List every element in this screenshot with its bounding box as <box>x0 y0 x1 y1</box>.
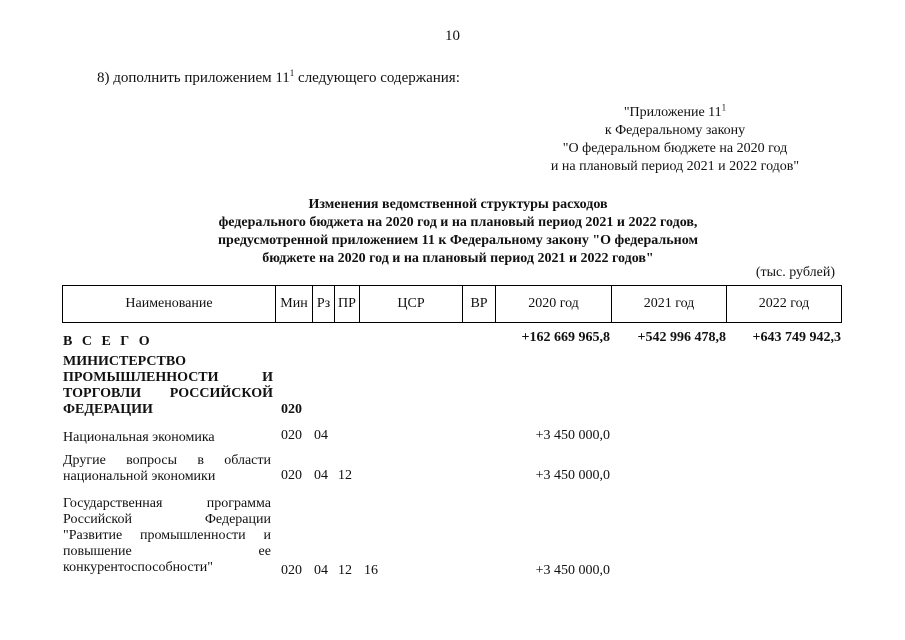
title-line-2: федерального бюджета на 2020 год и на плановый период 2021 и 2022 годов, <box>218 215 698 230</box>
row-3-csr: 16 <box>364 563 378 578</box>
header-2021: 2021 год <box>611 285 727 323</box>
intro-text-after: следующего содержания: <box>294 70 460 86</box>
row-1-rz: 04 <box>314 428 328 443</box>
row-2-pr: 12 <box>338 468 352 483</box>
row-2-name-line-1: Другие вопросы в области <box>63 453 271 468</box>
title-line-1: Изменения ведомственной структуры расходов <box>308 197 608 212</box>
title-line-4: бюджете на 2020 год и на плановый период 2021 и 2022 годов" <box>262 251 654 266</box>
row-2-name-line-2: национальной экономики <box>63 469 216 484</box>
header-name: Наименование <box>62 285 276 323</box>
row-2-rz: 04 <box>314 468 328 483</box>
appendix-reference <box>440 104 905 176</box>
header-pr: ПР <box>334 285 360 323</box>
appendix-line-1: "Приложение 11 <box>623 105 722 120</box>
total-2022: +643 749 942,3 <box>752 330 841 345</box>
header-2020: 2020 год <box>495 285 612 323</box>
header-csr: ЦСР <box>359 285 463 323</box>
appendix-superscript: 1 <box>721 102 727 113</box>
ministry-line-2b: И <box>262 370 273 385</box>
row-3-2020: +3 450 000,0 <box>535 563 610 578</box>
row-3-pr: 12 <box>338 563 352 578</box>
row-2-min: 020 <box>281 468 302 483</box>
title-line-3: предусмотренной приложением 11 к Федеральному закону "О федеральном <box>217 233 699 248</box>
header-vr: ВР <box>462 285 496 323</box>
intro-text: 8) дополнить приложением 11 <box>97 70 290 86</box>
intro-paragraph <box>97 70 460 87</box>
ministry-line-3b: РОССИЙСКОЙ <box>169 386 273 401</box>
appendix-line-4: и на плановый период 2021 и 2022 годов" <box>550 159 800 174</box>
row-1-2020: +3 450 000,0 <box>535 428 610 443</box>
row-3-name <box>63 496 271 576</box>
appendix-line-2: к Федеральному закону <box>604 123 746 138</box>
row-3-name-line-5: конкурентоспособности" <box>63 560 213 575</box>
row-1-min: 020 <box>281 428 302 443</box>
row-3-rz: 04 <box>314 563 328 578</box>
header-min: Мин <box>275 285 313 323</box>
page-number: 10 <box>445 28 460 44</box>
row-3-min: 020 <box>281 563 302 578</box>
appendix-line-3: "О федеральном бюджете на 2020 год <box>562 141 788 156</box>
ministry-line-1: МИНИСТЕРСТВО <box>63 354 187 369</box>
ministry-name <box>63 354 273 418</box>
header-rz: Рз <box>312 285 335 323</box>
ministry-line-3a: ТОРГОВЛИ <box>63 386 142 401</box>
row-2-name <box>63 453 271 485</box>
header-2022: 2022 год <box>726 285 842 323</box>
row-2-2020: +3 450 000,0 <box>535 468 610 483</box>
row-3-name-line-4: повышение ее <box>63 544 271 559</box>
row-1-name: Национальная экономика <box>63 430 215 445</box>
row-3-name-line-2: Российской Федерации <box>63 512 271 527</box>
total-2021: +542 996 478,8 <box>637 330 726 345</box>
units-label: (тыс. рублей) <box>755 265 835 280</box>
ministry-line-2a: ПРОМЫШЛЕННОСТИ <box>63 370 219 385</box>
document-title <box>140 196 776 268</box>
row-3-name-line-3: "Развитие промышленности и <box>63 528 271 543</box>
intro-superscript: 1 <box>289 68 295 78</box>
row-3-name-line-1: Государственная программа <box>63 496 271 511</box>
total-label: В С Е Г О <box>63 334 153 349</box>
ministry-min-code: 020 <box>281 402 302 417</box>
ministry-line-4: ФЕДЕРАЦИИ <box>63 402 153 417</box>
total-2020: +162 669 965,8 <box>521 330 610 345</box>
